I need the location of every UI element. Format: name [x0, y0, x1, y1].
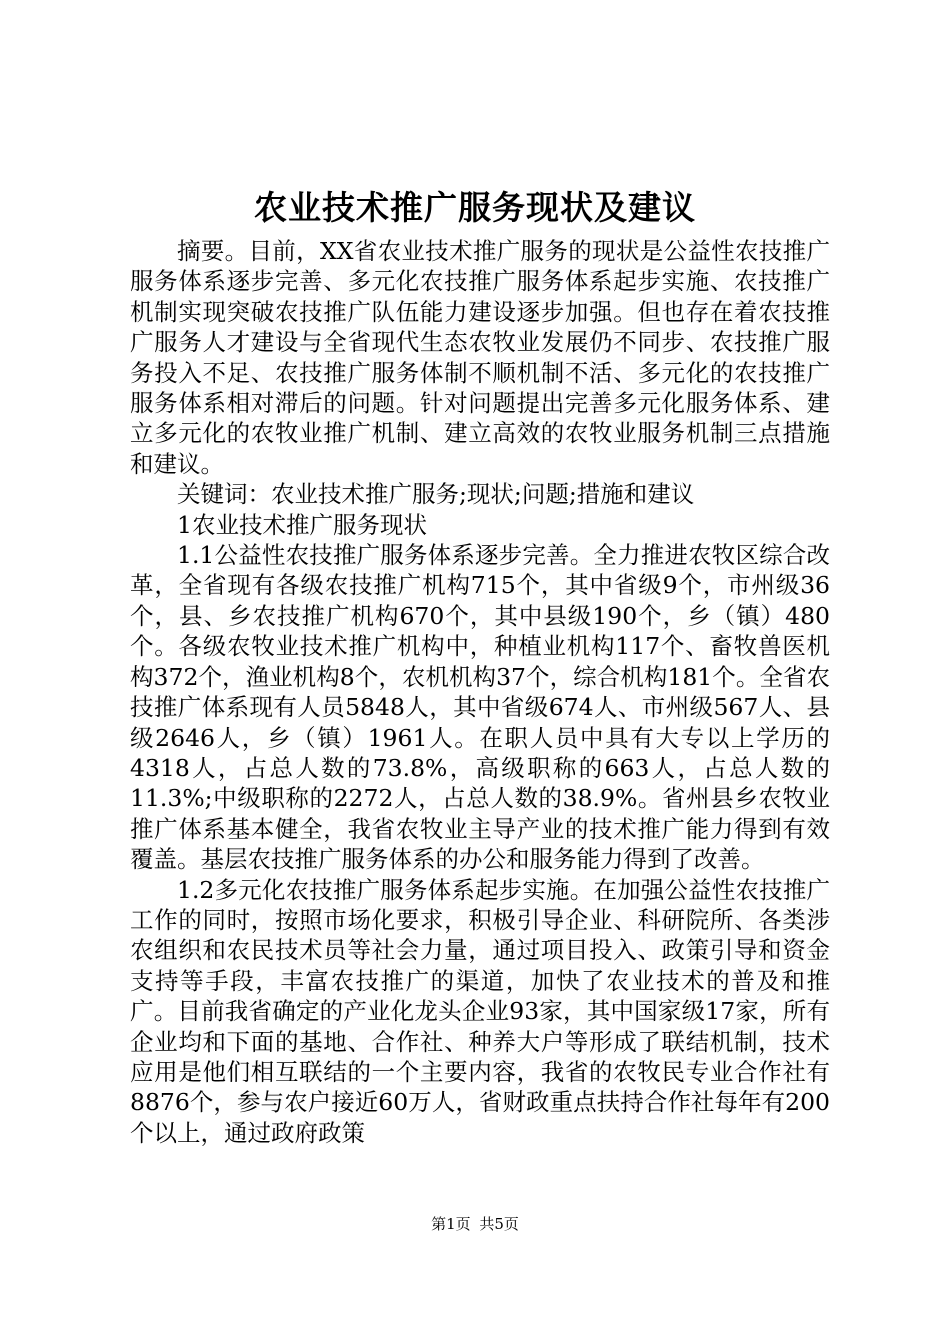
keywords-paragraph: 关键词：农业技术推广服务;现状;问题;措施和建议 [177, 480, 695, 509]
page-footer [0, 1214, 950, 1234]
section-1-1-paragraph: 1.1公益性农技推广服务体系逐步完善。全力推进农牧区综合改革，全省现有各级农技推广机构715个，其中省级9个，市州级36个，县、乡农技推广机构670个，其中县级190个，乡（镇）480个。各级农牧业技术推广机构中，种植业机构117个、畜牧兽医机构372个，渔业机构8个，农机机构37个，综合机构181个。全省农技推广体系现有人员5848人，其中省级674人、市州级567人、县级2646人，乡（镇）1961人。在职人员中具有大专以上学历的4318人，占总人数的73.8%，高级职称的663人，占总人数的11.3%;中级职称的2272人，占总人数的38.9%。省州县乡农牧业推广体系基本健全，我省农牧业主导产业的技术推广能力得到有效覆盖。基层农技推广服务体系的办公和服务能力得到了改善。 [130, 541, 830, 874]
page-number: 第1页 [431, 1215, 471, 1233]
document-body [130, 236, 830, 1148]
section-heading: 1农业技术推广服务现状 [177, 510, 427, 539]
document-title: 农业技术推广服务现状及建议 [254, 188, 696, 227]
page-total: 共5页 [479, 1215, 519, 1233]
section-1-2-paragraph: 1.2多元化农技推广服务体系起步实施。在加强公益性农技推广工作的同时，按照市场化要求，积极引导企业、科研院所、各类涉农组织和农民技术员等社会力量，通过项目投入、政策引导和资金支持等手段，丰富农技推广的渠道，加快了农业技术的普及和推广。目前我省确定的产业化龙头企业93家，其中国家级17家，所有企业均和下面的基地、合作社、种养大户等形成了联结机制，技术应用是他们相互联结的一个主要内容，我省的农牧民专业合作社有8876个，参与农户接近60万人，省财政重点扶持合作社每年有200个以上，通过政府政策 [130, 875, 830, 1147]
abstract-paragraph: 摘要。目前，XX省农业技术推广服务的现状是公益性农技推广服务体系逐步完善、多元化农技推广服务体系起步实施、农技推广机制实现突破农技推广队伍能力建设逐步加强。但也存在着农技推广服务人才建设与全省现代生态农牧业发展仍不同步、农技推广服务投入不足、农技推广服务体制不顺机制不活、多元化的农技推广服务体系相对滞后的问题。针对问题提出完善多元化服务体系、建立多元化的农牧业推广机制、建立高效的农牧业服务机制三点措施和建议。 [130, 237, 830, 478]
